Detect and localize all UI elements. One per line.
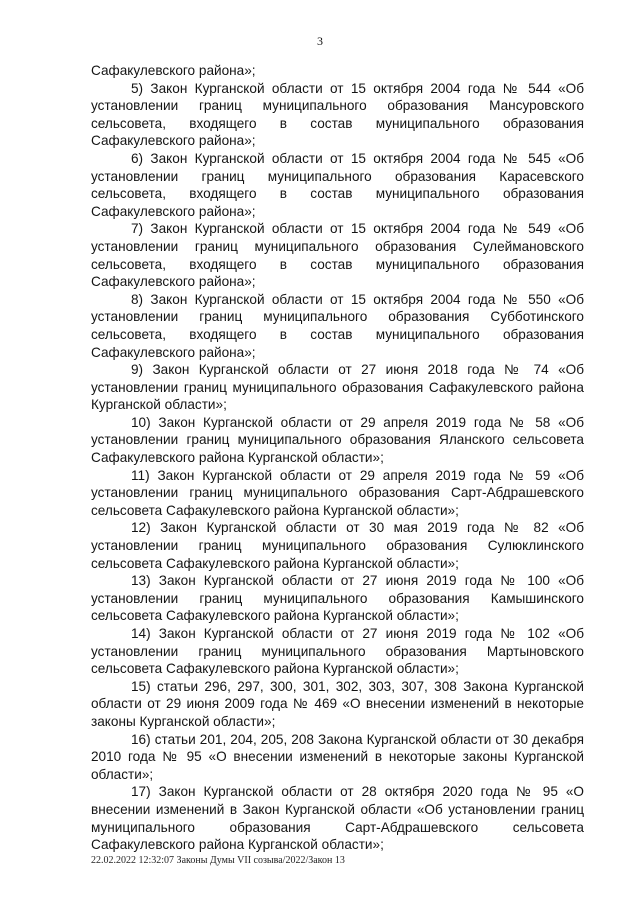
list-item-17: 17) Закон Курганской области от 28 октября 2020 года № 95 «О внесении изменений в Закон Курганской области «Об установлении границ муниципального образования Сарт-Абдрашевского сельсовета Сафакулевского района Курганской области»;: [91, 784, 584, 853]
list-item-14: 14) Закон Курганской области от 27 июня 2019 года № 102 «Об установлении границ муниципального образования Мартыновского сельсовета Сафакулевского района Курганской области»;: [91, 626, 584, 677]
list-item-8: 8) Закон Курганской области от 15 октября 2004 года № 550 «Об установлении границ муниципального образования Субботинского сельсовета, входящего в состав муниципального образования Сафакулевского района»;: [91, 291, 584, 360]
paragraph-continuation: Сафакулевского района»;: [91, 63, 256, 78]
list-item-5: 5) Закон Курганской области от 15 октября 2004 года № 544 «Об установлении границ муниципального образования Мансуровского сельсовета, входящего в состав муниципального образования Сафакулевского района»;: [91, 80, 584, 149]
list-item-12: 12) Закон Курганской области от 30 мая 2019 года № 82 «Об установлении границ муниципального образования Сулюклинского сельсовета Сафакулевского района Курганской области»;: [91, 520, 584, 571]
list-item-10: 10) Закон Курганской области от 29 апреля 2019 года № 58 «Об установлении границ муниципального образования Яланского сельсовета Сафакулевского района Курганской области»;: [91, 414, 584, 466]
list-item-15: 15) статьи 296, 297, 300, 301, 302, 303, 307, 308 Закона Курганской области от 29 июня 2009 года № 469 «О внесении изменений в некоторые законы Курганской области»;: [91, 678, 584, 729]
page-number: 3: [317, 34, 323, 48]
list-item-13: 13) Закон Курганской области от 27 июня 2019 года № 100 «Об установлении границ муниципального образования Камышинского сельсовета Сафакулевского района Курганской области»;: [91, 573, 584, 624]
document-body: [91, 62, 584, 854]
list-item-16: 16) статьи 201, 204, 205, 208 Закона Курганской области от 30 декабря 2010 года № 95 «О внесении изменений в некоторые законы Курганской области»;: [91, 731, 584, 782]
list-item-11: 11) Закон Курганской области от 29 апреля 2019 года № 59 «Об установлении границ муниципального образования Сарт-Абдрашевского сельсовета Сафакулевского района Курганской области»;: [91, 467, 584, 518]
list-item-9: 9) Закон Курганской области от 27 июня 2018 года № 74 «Об установлении границ муниципального образования Сафакулевского района Курганской области»;: [91, 362, 584, 413]
document-footer: 22.02.2022 12:32:07 Законы Думы VII созыва/2022/Закон 13: [91, 855, 345, 866]
list-item-6: 6) Закон Курганской области от 15 октября 2004 года № 545 «Об установлении границ муниципального образования Карасевского сельсовета, входящего в состав муниципального образования Сафакулевского района»;: [91, 150, 584, 219]
list-item-7: 7) Закон Курганской области от 15 октября 2004 года № 549 «Об установлении границ муниципального образования Сулеймановского сельсовета, входящего в состав муниципального образования Сафакулевского района»;: [91, 221, 584, 290]
